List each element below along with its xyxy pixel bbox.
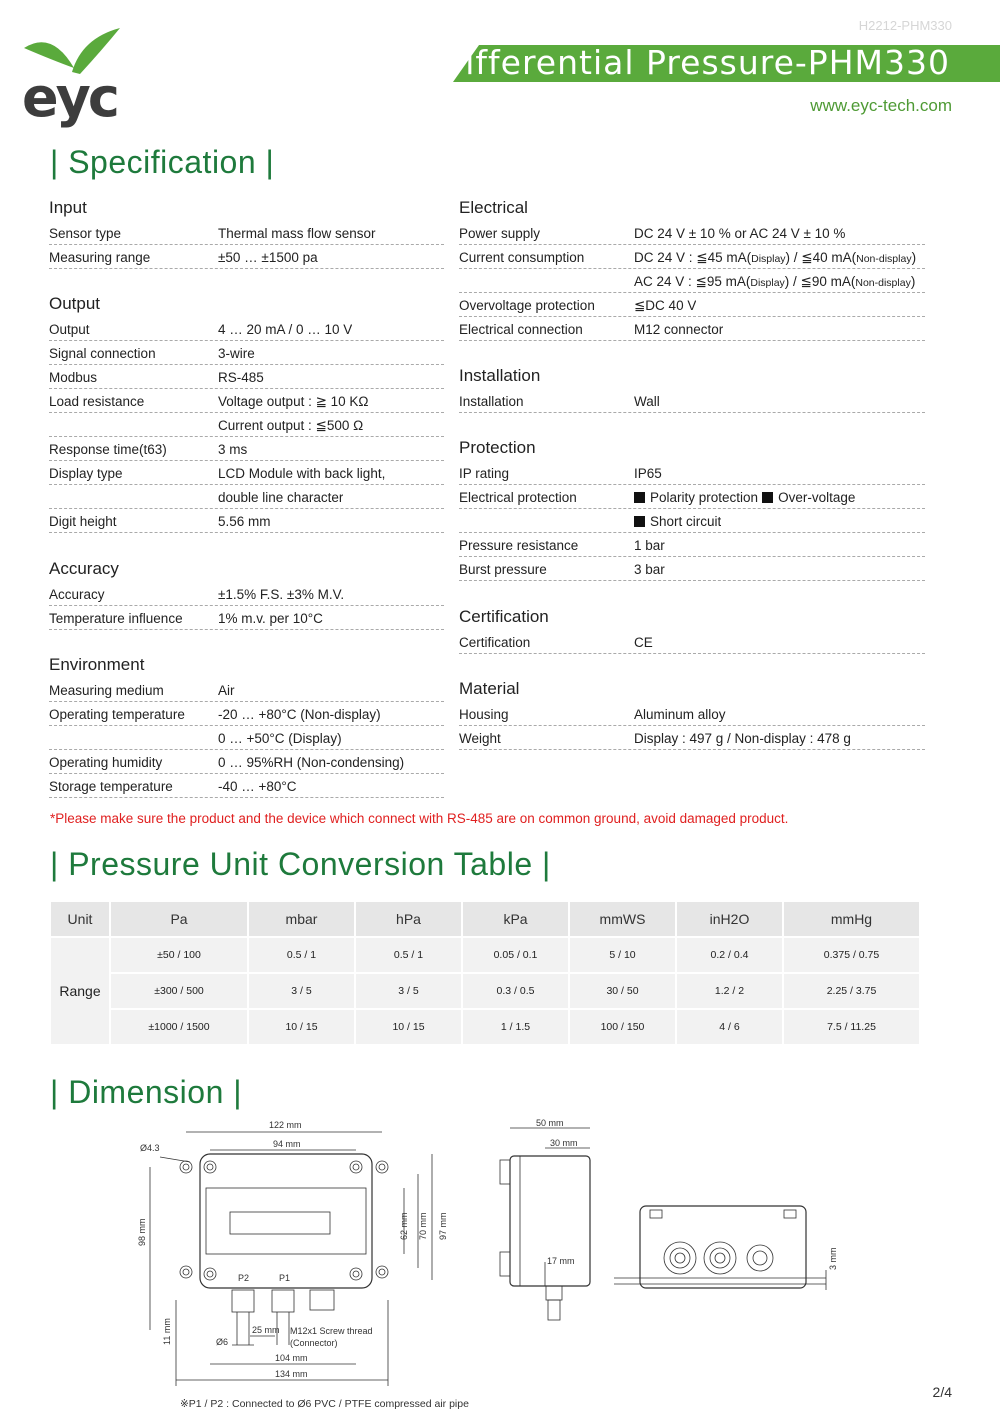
spec-row: Certification CE (459, 630, 925, 654)
group-title: Accuracy (49, 559, 119, 578)
spec-row: Current output : ≦500 Ω (49, 413, 444, 437)
table-cell: 0.375 / 0.75 (784, 938, 919, 972)
table-cell: 4 / 6 (677, 1010, 782, 1044)
accuracy-group (49, 556, 444, 630)
group-title: Environment (49, 655, 145, 674)
dim-label: 3 mm (828, 1247, 838, 1270)
table-cell: 3 / 5 (356, 974, 461, 1008)
table-row (51, 974, 919, 1008)
port-label: P2 (238, 1273, 250, 1283)
environment-group (49, 652, 444, 798)
spec-row: Signal connection 3-wire (49, 341, 444, 365)
column-header: mmHg (784, 902, 919, 936)
electrical-group (459, 195, 925, 341)
table-cell: 7.5 / 11.25 (784, 1010, 919, 1044)
group-title: Output (49, 294, 101, 313)
certification-group (459, 604, 925, 654)
dim-label: 30 mm (550, 1138, 578, 1148)
dim-label: 50 mm (536, 1118, 564, 1128)
spec-row: Weight Display : 497 g / Non-display : 478 g (459, 726, 925, 750)
column-header: hPa (356, 902, 461, 936)
spec-row: Accuracy ±1.5% F.S. ±3% M.V. (49, 582, 444, 606)
conversion-heading: | Pressure Unit Conversion Table | (50, 846, 551, 882)
port-label: P1 (279, 1273, 291, 1283)
output-group (49, 291, 444, 533)
column-header: mmWS (570, 902, 675, 936)
table-cell: 0.5 / 1 (356, 938, 461, 972)
column-header: kPa (463, 902, 568, 936)
spec-row: Display type LCD Module with back light, (49, 461, 444, 485)
spec-row: Electrical protection Polarity protection Over-voltage (459, 485, 925, 509)
bottom-view (614, 1206, 826, 1290)
spec-row: Power supply DC 24 V ± 10 % or AC 24 V ± 10 % (459, 221, 925, 245)
spec-row: Storage temperature -40 … +80°C (49, 774, 444, 798)
spec-row: Modbus RS-485 (49, 365, 444, 389)
table-cell: ±1000 / 1500 (111, 1010, 247, 1044)
product-title: Differential Pressure-PHM330 (438, 43, 950, 82)
table-cell: 5 / 10 (570, 938, 675, 972)
column-header: inH2O (677, 902, 782, 936)
table-row (51, 938, 919, 972)
table-cell: 0.2 / 0.4 (677, 938, 782, 972)
spec-row: Burst pressure 3 bar (459, 557, 925, 581)
eyc-logo: eyc (22, 28, 122, 118)
group-title: Installation (459, 366, 541, 385)
specification-heading: | Specification | (50, 144, 275, 180)
bullet-square-icon (634, 492, 645, 503)
dim-label: 134 mm (275, 1369, 308, 1379)
table-cell: 100 / 150 (570, 1010, 675, 1044)
table-cell: 2.25 / 3.75 (784, 974, 919, 1008)
spec-row: Installation Wall (459, 389, 925, 413)
spec-row: Operating humidity 0 … 95%RH (Non-condensing) (49, 750, 444, 774)
dim-label: 25 mm (252, 1325, 280, 1335)
dim-label: (Connector) (290, 1338, 338, 1348)
group-title: Certification (459, 607, 549, 626)
spec-row: Housing Aluminum alloy (459, 702, 925, 726)
group-title: Electrical (459, 198, 528, 217)
table-header-row (51, 902, 919, 936)
spec-row: Temperature influence 1% m.v. per 10°C (49, 606, 444, 630)
range-label: Range (51, 938, 109, 1044)
table-cell: ±50 / 100 (111, 938, 247, 972)
table-row (51, 1010, 919, 1044)
spec-row: AC 24 V : ≦95 mA(Display) / ≦90 mA(Non-display) (459, 269, 925, 293)
installation-group (459, 363, 925, 413)
column-header: Pa (111, 902, 247, 936)
dim-label: Ø4.3 (140, 1143, 160, 1153)
column-header: mbar (249, 902, 354, 936)
dim-label: 17 mm (547, 1256, 575, 1266)
table-cell: 10 / 15 (356, 1010, 461, 1044)
footnote: ※P1 / P2 : Connected to Ø6 PVC / PTFE compressed air pipe (180, 1398, 469, 1410)
table-cell: 0.05 / 0.1 (463, 938, 568, 972)
table-cell: ±300 / 500 (111, 974, 247, 1008)
group-title: Input (49, 198, 87, 217)
spec-row: Response time(t63) 3 ms (49, 437, 444, 461)
dim-label: 98 mm (137, 1218, 147, 1246)
table-cell: 10 / 15 (249, 1010, 354, 1044)
table-cell: 0.3 / 0.5 (463, 974, 568, 1008)
table-cell: 30 / 50 (570, 974, 675, 1008)
spec-row: IP rating IP65 (459, 461, 925, 485)
spec-row: double line character (49, 485, 444, 509)
dim-label: 62 mm (399, 1212, 409, 1240)
spec-row: Load resistance Voltage output : ≧ 10 KΩ (49, 389, 444, 413)
dim-label: Ø6 (216, 1337, 229, 1347)
table-cell: 0.5 / 1 (249, 938, 354, 972)
table-cell: 1.2 / 2 (677, 974, 782, 1008)
spec-row: Current consumption DC 24 V : ≦45 mA(Display) / ≦40 mA(Non-display) (459, 245, 925, 269)
website-link[interactable]: www.eyc-tech.com (810, 96, 952, 115)
spec-row: Measuring medium Air (49, 678, 444, 702)
spec-row: Electrical connection M12 connector (459, 317, 925, 341)
table-cell: 3 / 5 (249, 974, 354, 1008)
spec-row: Pressure resistance 1 bar (459, 533, 925, 557)
bullet-square-icon (762, 492, 773, 503)
page-number: 2/4 (932, 1384, 952, 1400)
dimension-drawing (0, 1110, 1000, 1410)
dim-label: 104 mm (275, 1353, 308, 1363)
group-title: Material (459, 679, 520, 698)
dim-label: 11 mm (162, 1318, 172, 1345)
dim-label: M12x1 Screw thread (290, 1326, 373, 1336)
spec-row: Digit height 5.56 mm (49, 509, 444, 533)
spec-row: Overvoltage protection ≦DC 40 V (459, 293, 925, 317)
document-code: H2212-PHM330 (858, 18, 952, 33)
protection-group (459, 435, 925, 581)
group-title: Protection (459, 438, 536, 457)
spec-row: Short circuit (459, 509, 925, 533)
spec-row: Operating temperature -20 … +80°C (Non-display) (49, 702, 444, 726)
dim-label: 70 mm (418, 1212, 428, 1240)
bullet-square-icon (634, 516, 645, 527)
spec-row: 0 … +50°C (Display) (49, 726, 444, 750)
spec-row: Output 4 … 20 mA / 0 … 10 V (49, 317, 444, 341)
conversion-table (49, 900, 921, 1046)
spec-row: Sensor type Thermal mass flow sensor (49, 221, 444, 245)
dim-label: 122 mm (269, 1120, 302, 1130)
input-group (49, 195, 444, 269)
spec-row: Measuring range ±50 … ±1500 pa (49, 245, 444, 269)
dim-label: 94 mm (273, 1139, 301, 1149)
column-header: Unit (51, 902, 109, 936)
table-cell: 1 / 1.5 (463, 1010, 568, 1044)
warning-note: *Please make sure the product and the device which connect with RS-485 are on common ground, avoid damaged product. (50, 811, 789, 826)
side-view (500, 1128, 590, 1320)
material-group (459, 676, 925, 750)
dimension-heading: | Dimension | (50, 1074, 243, 1110)
dim-label: 97 mm (438, 1212, 448, 1240)
